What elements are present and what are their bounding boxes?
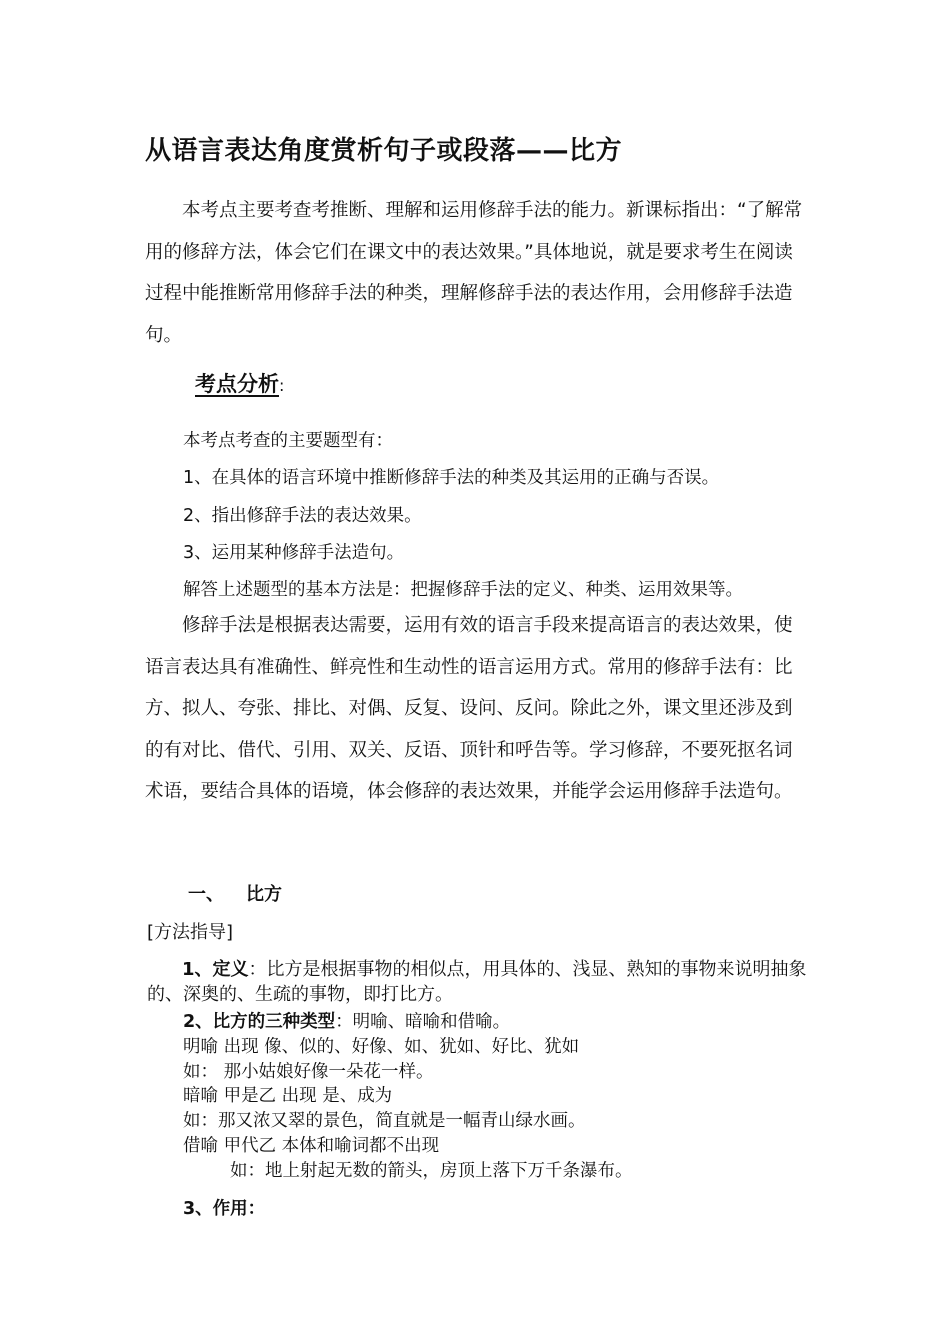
definition-label: 1、定义 [182,959,249,980]
method-line: 解答上述题型的基本方法是：把握修辞手法的定义、种类、运用效果等。 [183,580,743,600]
types-heading [183,1008,510,1033]
heading-metaphor [188,880,282,906]
simile-line: 明喻 出现 像、似的、好像、如、犹如、好比、犹如 [183,1037,580,1057]
example-line: 如：那又浓又翠的景色，简直就是一幅青山绿水画。 [183,1111,586,1131]
metonymy-line: 借喻 甲代乙 本体和喻词都不出现 [183,1136,440,1156]
metaphor-line: 暗喻 甲是乙 出现 是、成为 [183,1086,393,1106]
types-heading-label: 2、比方的三种类型 [183,1012,336,1032]
example-line: 如： 那小姑娘好像一朵花一样。 [183,1062,434,1082]
types-heading-text: ：明喻、暗喻和借喻。 [335,1012,511,1032]
section-heading-label: 考点分析 [195,372,279,396]
section-heading-colon: : [279,376,285,395]
example-line: 如：地上射起无数的箭头，房顶上落下万千条瀑布。 [230,1161,633,1181]
definition-paragraph [147,957,812,1007]
heading-text: 比方 [246,884,282,905]
types-lead: 本考点考查的主要题型有： [183,431,393,451]
heading-number: 一、 [188,884,224,905]
section-heading [195,368,284,398]
intro-paragraph [145,190,805,356]
definition-text: ：比方是根据事物的相似点，用具体的、浅显、熟知的事物来说明抽象的、深奥的、生疏的事物，即打比方。 [147,959,807,1005]
effect-heading: 3、作用： [183,1199,266,1219]
list-item: 2、指出修辞手法的表达效果。 [183,506,422,526]
page-title: 从语言表达角度赏析句子或段落——比方 [145,136,623,166]
list-item: 1、在具体的语言环境中推断修辞手法的种类及其运用的正确与否误。 [183,468,720,488]
rhetoric-text: 修辞手法是根据表达需要，运用有效的语言手段来提高语言的表达效果，使语言表达具有准确性、鲜亮性和生动性的语言运用方式。常用的修辞手法有：比方、拟人、夸张、排比、对偶、反复、设问、反问。除此之外，课文里还涉及到的有对比、借代、引用、双关、反语、顶针和呼告等。学习修辞，不要死抠名词术语，要结合具体的语境，体会修辞的表达效果，并能学会运用修辞手法造句。 [145,615,793,802]
intro-text: 本考点主要考查考推断、理解和运用修辞手法的能力。新课标指出：“了解常用的修辞方法，体会它们在课文中的表达效果。”具体地说，就是要求考生在阅读过程中能推断常用修辞手法的种类，理解修辞手法的表达作用，会用修辞手法造句。 [145,200,803,346]
rhetoric-paragraph [145,605,810,813]
method-guide-label: [方法指导] [147,922,234,943]
list-item: 3、运用某种修辞手法造句。 [183,543,405,563]
